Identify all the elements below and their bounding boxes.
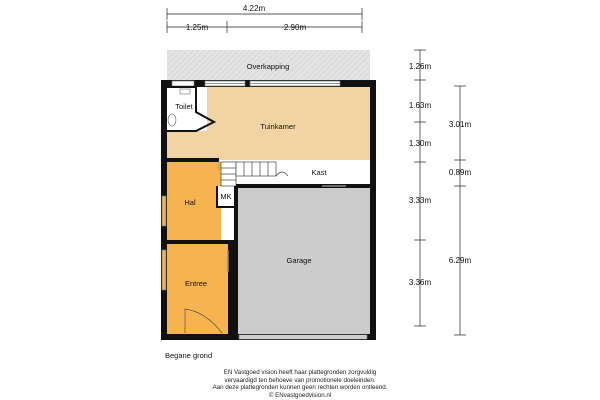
disclaimer-line: vervaardigd ten behoeve van promotionele doeleinden. <box>224 376 376 384</box>
disclaimer-line: Aan deze plattegronden kunnen geen rechten worden ontleend. <box>212 384 388 392</box>
label-entree: Entree <box>184 279 208 288</box>
dim-h-hal: 3.33m <box>408 196 432 205</box>
dim-width-left: 1.25m <box>185 23 209 32</box>
dim-h-garage: 6.29m <box>448 256 472 265</box>
disclaimer <box>0 369 600 399</box>
sink-fixture <box>180 89 190 94</box>
label-mk: MK <box>220 192 232 201</box>
label-kast: Kast <box>311 168 327 177</box>
dim-h-tuinkamer-total: 3.01m <box>448 120 472 129</box>
label-hal: Hal <box>184 198 196 207</box>
floor-title: Begane grond <box>165 351 213 360</box>
label-tuinkamer: Tuinkamer <box>260 122 296 131</box>
disclaimer-line: © ENvastgoedvision.nl <box>268 391 332 399</box>
dim-h-tuinkamer: 1.63m <box>408 101 432 110</box>
right-dimensions <box>414 50 466 335</box>
toilet-fixture <box>168 114 176 126</box>
dim-h-hal-strip: 1.30m <box>408 139 432 148</box>
dim-h-kast: 0.89m <box>448 168 472 177</box>
label-toilet: Toilet <box>175 102 193 111</box>
disclaimer-line: EN Vastgoed vision heeft haar plattegronden zorgvuldig <box>223 369 377 376</box>
dim-width-right: 2.90m <box>283 23 307 32</box>
label-overkapping: Overkapping <box>246 62 290 71</box>
dim-h-entree: 3.36m <box>408 278 432 287</box>
label-garage: Garage <box>286 256 312 265</box>
dim-overall-width: 4.22m <box>242 4 266 13</box>
entree-floor <box>167 246 228 334</box>
dim-h-overkapping: 1.26m <box>408 62 432 71</box>
